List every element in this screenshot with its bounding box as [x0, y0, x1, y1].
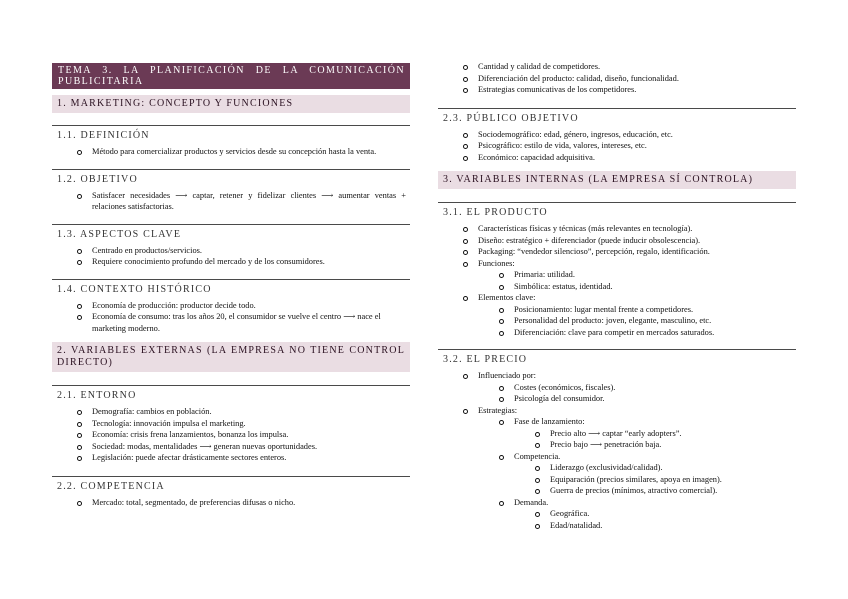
list-item: Equiparación (precios similares, apoya en imagen). — [550, 474, 796, 486]
list-item: Económico: capacidad adquisitiva. — [478, 152, 796, 164]
list-item: Packaging: “vendedor silencioso”, percepción, regalo, identificación. — [478, 246, 796, 258]
funciones-list — [478, 269, 796, 292]
estrategias-label: Estrategias: — [478, 405, 518, 415]
fase-list — [514, 428, 796, 451]
definicion-list — [52, 146, 410, 158]
list-item: Economía de producción: productor decide todo. — [92, 300, 406, 312]
list-item: Psicología del consumidor. — [514, 393, 796, 405]
list-item — [514, 497, 796, 532]
list-item: Simbólica: estatus, identidad. — [514, 281, 796, 293]
list-item: Liderazgo (exclusividad/calidad). — [550, 462, 796, 474]
list-item — [478, 405, 796, 532]
right-column — [438, 0, 796, 531]
elementos-label: Elementos clave: — [478, 293, 536, 302]
contexto-list — [52, 300, 410, 335]
subsection-2-3-heading: 2.3. PÚBLICO OBJETIVO — [438, 108, 796, 125]
list-item: Personalidad del producto: joven, elegante, masculino, etc. — [514, 315, 796, 327]
list-item: Demografía: cambios en población. — [92, 406, 410, 418]
list-item: Psicográfico: estilo de vida, valores, intereses, etc. — [478, 140, 796, 152]
list-item: Tecnología: innovación impulsa el marketing. — [92, 418, 410, 430]
section-1-heading: 1. MARKETING: CONCEPTO Y FUNCIONES — [52, 95, 410, 113]
list-item — [514, 451, 796, 497]
list-item: Diseño: estratégico + diferenciador (puede inducir obsolescencia). — [478, 235, 796, 247]
list-item: Guerra de precios (mínimos, atractivo comercial). — [550, 485, 796, 497]
list-item: Edad/natalidad. — [550, 520, 796, 532]
list-item: Requiere conocimiento profundo del mercado y de los consumidores. — [92, 256, 410, 268]
left-column — [52, 0, 410, 508]
subsection-3-1-heading: 3.1. EL PRODUCTO — [438, 202, 796, 219]
publico-list — [438, 129, 796, 164]
list-item: Sociodemográfico: edad, género, ingresos, educación, etc. — [478, 129, 796, 141]
subsection-2-1-heading: 2.1. ENTORNO — [52, 385, 410, 402]
competencia-list — [52, 497, 410, 509]
fase-label: Fase de lanzamiento: — [514, 417, 585, 426]
list-item — [478, 258, 796, 293]
list-item: Economía de consumo: tras los años 20, el consumidor se vuelve el centro ⟶ nace el marketing moderno. — [92, 311, 406, 334]
funciones-label: Funciones: — [478, 258, 515, 268]
list-item: Cantidad y calidad de competidores. — [478, 61, 796, 73]
list-item: Geográfica. — [550, 508, 796, 520]
list-item: Método para comercializar productos y servicios desde su concepción hasta la venta. — [92, 146, 406, 158]
objetivo-list — [52, 190, 410, 213]
precio-list — [438, 370, 796, 531]
list-item: Primaria: utilidad. — [514, 269, 796, 281]
subsection-3-2-heading: 3.2. EL PRECIO — [438, 349, 796, 366]
subsection-2-2-heading: 2.2. COMPETENCIA — [52, 476, 410, 493]
demanda-label: Demanda. — [514, 497, 549, 507]
subsection-1-2-heading: 1.2. OBJETIVO — [52, 169, 410, 186]
section-2-heading: 2. VARIABLES EXTERNAS (LA EMPRESA NO TIENE CONTROL DIRECTO) — [52, 342, 410, 372]
list-item — [478, 292, 796, 338]
aspectos-list — [52, 245, 410, 268]
list-item: Sociedad: modas, mentalidades ⟶ generan nuevas oportunidades. — [92, 441, 410, 453]
estrategias-list — [478, 416, 796, 531]
producto-list — [438, 223, 796, 338]
list-item: Diferenciación: clave para competir en mercados saturados. — [514, 327, 796, 339]
list-item: Diferenciación del producto: calidad, diseño, funcionalidad. — [478, 73, 796, 85]
demanda-list — [514, 508, 796, 531]
subsection-1-1-heading: 1.1. DEFINICIÓN — [52, 125, 410, 142]
list-item: Economía: crisis frena lanzamientos, bonanza los impulsa. — [92, 429, 410, 441]
list-item: Centrado en productos/servicios. — [92, 245, 410, 257]
subsection-1-3-heading: 1.3. ASPECTOS CLAVE — [52, 224, 410, 241]
document-title: TEMA 3. LA PLANIFICACIÓN DE LA COMUNICACIÓN PUBLICITARIA — [52, 63, 410, 89]
list-item — [514, 416, 796, 451]
competencia-label: Competencia. — [514, 451, 561, 461]
subsection-1-4-heading: 1.4. CONTEXTO HISTÓRICO — [52, 279, 410, 296]
entorno-list — [52, 406, 410, 464]
list-item: Costes (económicos, fiscales). — [514, 382, 796, 394]
list-item — [478, 370, 796, 405]
elementos-list — [478, 304, 796, 339]
influenciado-list — [478, 382, 796, 405]
list-item: Estrategias comunicativas de los competidores. — [478, 84, 796, 96]
section-3-heading: 3. VARIABLES INTERNAS (LA EMPRESA SÍ CONTROLA) — [438, 171, 796, 189]
competencia-list-continued — [438, 61, 796, 96]
list-item: Características físicas y técnicas (más relevantes en tecnología). — [478, 223, 796, 235]
list-item: Precio alto ⟶ captar “early adopters”. — [550, 428, 796, 440]
list-item: Mercado: total, segmentado, de preferencias difusas o nicho. — [92, 497, 410, 509]
list-item: Posicionamiento: lugar mental frente a competidores. — [514, 304, 796, 316]
list-item: Satisfacer necesidades ⟶ captar, retener y fidelizar clientes ⟶ aumentar ventas + relaciones satisfactorias. — [92, 190, 406, 211]
list-item: Legislación: puede afectar drásticamente sectores enteros. — [92, 452, 410, 464]
list-item: Precio bajo ⟶ penetración baja. — [550, 439, 796, 451]
competencia-strategies-list — [514, 462, 796, 497]
influenciado-label: Influenciado por: — [478, 371, 536, 380]
